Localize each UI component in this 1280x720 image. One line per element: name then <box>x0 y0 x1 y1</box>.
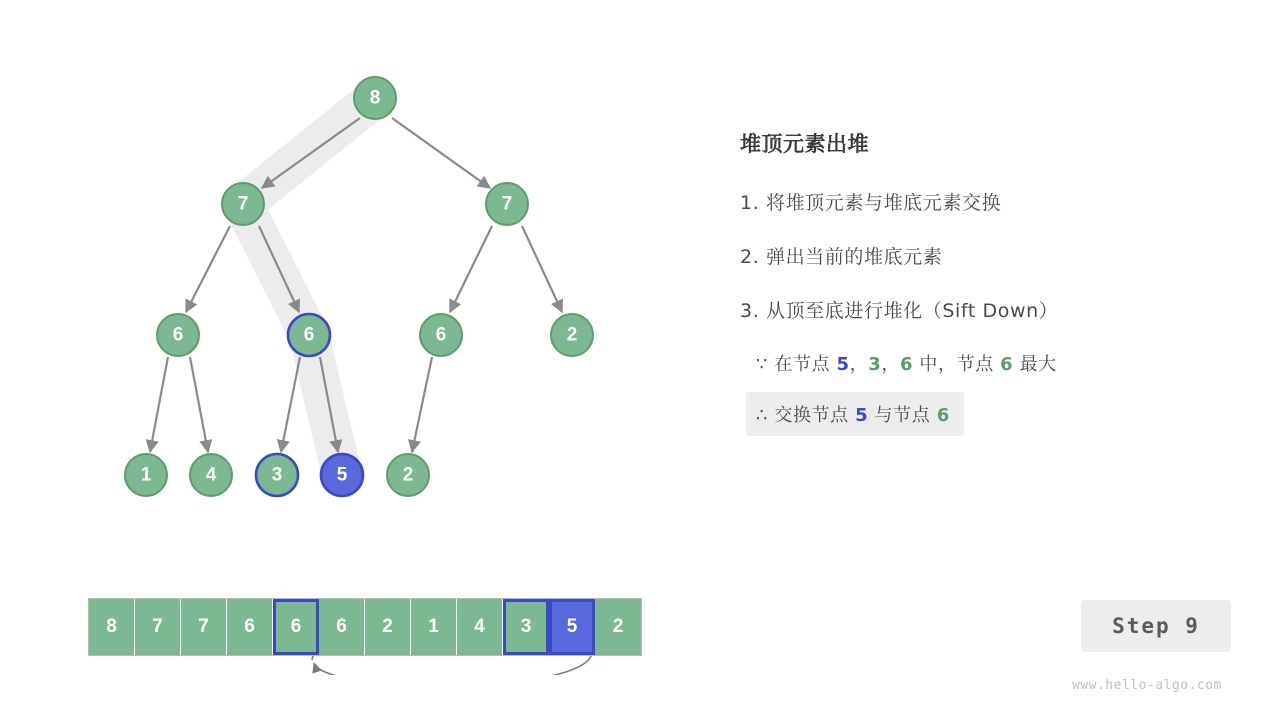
premise-value-a: 5 <box>836 354 850 375</box>
tree-node-label: 1 <box>140 464 152 486</box>
array-cell-highlighted: 6 <box>273 599 319 655</box>
tree-node <box>486 183 528 225</box>
array-cell: 1 <box>411 599 457 655</box>
reason-conclusion-row <box>740 392 1240 452</box>
premise-suffix: 最大 <box>1013 354 1057 375</box>
tree-edges <box>150 118 562 452</box>
premise-value-c: 6 <box>899 354 914 375</box>
reason-premise <box>756 350 1057 376</box>
tree-node-label: 3 <box>271 464 283 486</box>
reason-conclusion <box>746 392 964 436</box>
tree-node-label: 6 <box>172 324 184 346</box>
premise-mid: 中，节点 <box>913 354 1001 375</box>
heap-array <box>88 598 642 656</box>
array-cell: 6 <box>319 599 365 655</box>
premise-sep-1: ， <box>849 354 869 375</box>
tree-node-label: 5 <box>336 464 348 486</box>
tree-node <box>125 454 167 496</box>
array-cell-highlighted: 3 <box>503 599 549 655</box>
tree-node-label: 6 <box>435 324 447 346</box>
tree-nodes <box>125 77 593 496</box>
tree-node-label: 6 <box>303 324 315 346</box>
array-cell: 4 <box>457 599 503 655</box>
step-item-3: 3. 从顶至底进行堆化（Sift Down） <box>740 300 1059 322</box>
tree-node <box>420 314 462 356</box>
array-cell: 7 <box>181 599 227 655</box>
array-cell: 2 <box>365 599 411 655</box>
explanation-panel <box>740 128 1240 452</box>
step-item-1: 1. 将堆顶元素与堆底元素交换 <box>740 192 1002 214</box>
premise-prefix: ∵ 在节点 <box>756 354 837 375</box>
tree-node-label: 2 <box>566 324 578 346</box>
tree-node <box>157 314 199 356</box>
tree-node-label: 7 <box>237 193 249 215</box>
tree-node <box>222 183 264 225</box>
tree-node-selected <box>321 454 363 496</box>
tree-node-label: 8 <box>369 87 381 109</box>
array-cell: 6 <box>227 599 273 655</box>
step-item-2: 2. 弹出当前的堆底元素 <box>740 246 943 268</box>
reason-premise-row <box>740 350 1240 392</box>
tree-node-label: 7 <box>501 193 513 215</box>
array-cell: 7 <box>135 599 181 655</box>
conclusion-value-a: 5 <box>855 405 869 426</box>
array-cell-selected: 5 <box>549 599 595 655</box>
array-cell: 8 <box>89 599 135 655</box>
premise-max: 6 <box>1000 354 1014 375</box>
tree-node <box>354 77 396 119</box>
premise-value-b: 3 <box>868 354 882 375</box>
tree-node-highlighted <box>288 314 330 356</box>
tree-node <box>387 454 429 496</box>
tree-node-label: 2 <box>402 464 414 486</box>
panel-title: 堆顶元素出堆 <box>740 133 869 156</box>
step-badge: Step 9 <box>1081 600 1231 652</box>
conclusion-value-b: 6 <box>936 405 950 426</box>
premise-sep-2: ， <box>881 354 900 375</box>
tree-node <box>551 314 593 356</box>
tree-node-highlighted <box>256 454 298 496</box>
watermark: www.hello-algo.com <box>1072 678 1222 693</box>
array-cell: 2 <box>595 599 641 655</box>
conclusion-prefix: ∴ 交换节点 <box>756 405 856 426</box>
tree-node-label: 4 <box>205 464 217 486</box>
tree-node <box>190 454 232 496</box>
conclusion-mid: 与节点 <box>868 405 937 426</box>
